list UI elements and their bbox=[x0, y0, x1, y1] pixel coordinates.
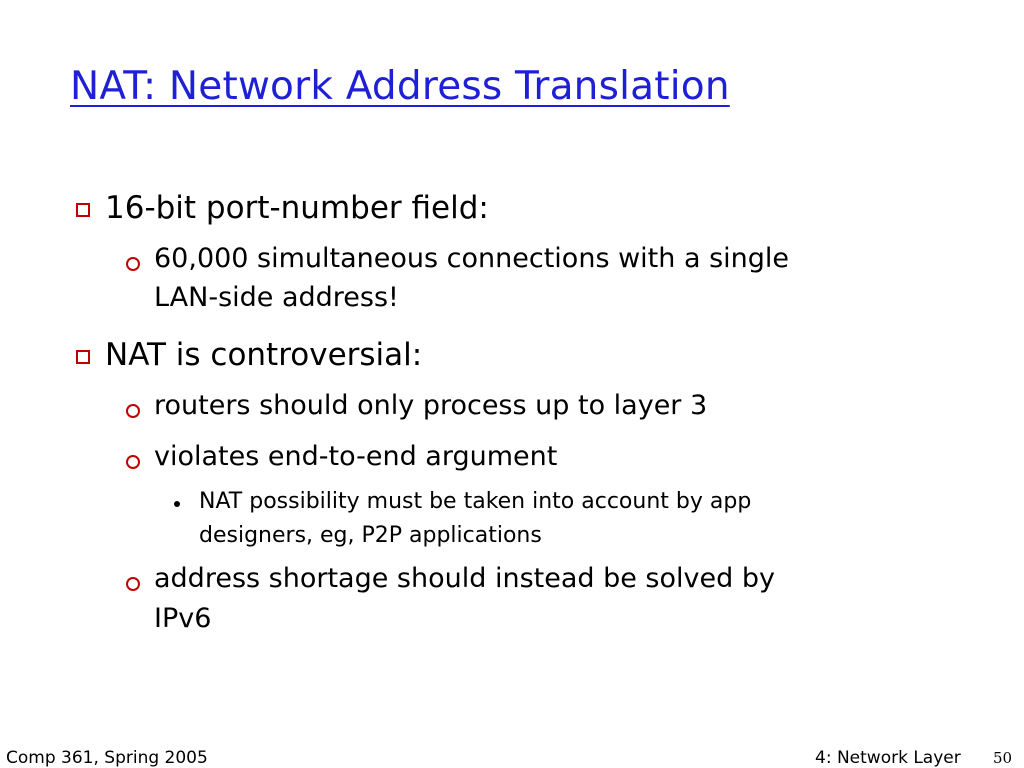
circle-bullet-icon bbox=[126, 404, 140, 418]
sub-bullet-address-shortage-line1: address shortage should instead be solved by bbox=[154, 563, 775, 594]
dot-bullet-icon bbox=[174, 501, 180, 507]
sub-bullet-routers: routers should only process up to layer 3 bbox=[154, 390, 708, 421]
circle-bullet-icon bbox=[126, 577, 140, 591]
sub-sub-bullet-nat-possibility-line2: designers, eg, P2P applications bbox=[199, 523, 542, 548]
bullet-nat-controversial: NAT is controversial: bbox=[105, 337, 423, 373]
page-number: 50 bbox=[993, 749, 1013, 767]
circle-bullet-icon bbox=[126, 257, 140, 271]
sub-sub-bullet-nat-possibility-line1: NAT possibility must be taken into account by app bbox=[199, 489, 752, 514]
footer-chapter: 4: Network Layer bbox=[815, 748, 961, 768]
sub-bullet-connections-line1: 60,000 simultaneous connections with a single bbox=[154, 243, 790, 274]
sub-bullet-address-shortage-line2: IPv6 bbox=[154, 603, 212, 634]
sub-bullet-end-to-end: violates end-to-end argument bbox=[154, 441, 558, 472]
slide-title: NAT: Network Address Translation bbox=[70, 64, 730, 109]
square-bullet-icon bbox=[76, 350, 90, 364]
circle-bullet-icon bbox=[126, 455, 140, 469]
square-bullet-icon bbox=[76, 203, 90, 217]
footer-course: Comp 361, Spring 2005 bbox=[6, 748, 208, 768]
bullet-port-number-field: 16-bit port-number field: bbox=[105, 190, 489, 226]
sub-bullet-connections-line2: LAN-side address! bbox=[154, 282, 399, 313]
